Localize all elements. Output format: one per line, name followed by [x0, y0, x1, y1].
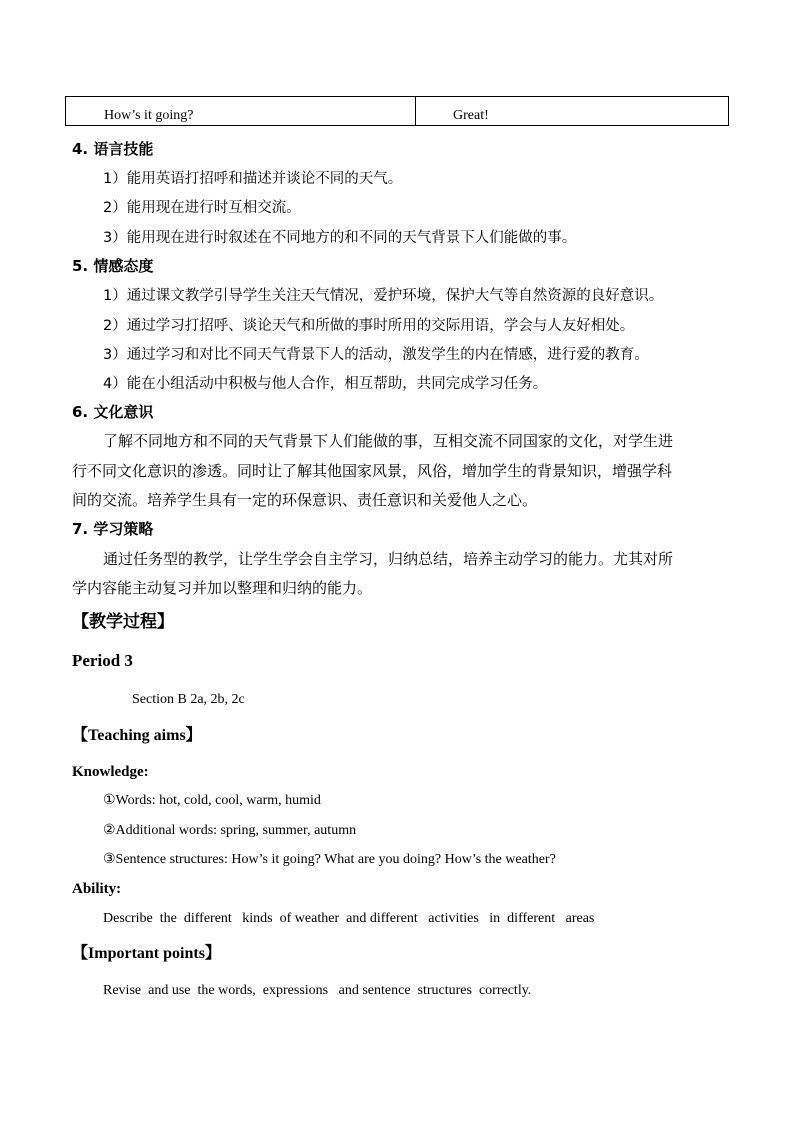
important-points-text: Revise and use the words, expressions and sentence structures correctly.: [103, 983, 532, 998]
culture-line: 行不同文化意识的渗透。同时让了解其他国家风景，风俗，增加学生的背景知识，增强学科: [72, 462, 673, 480]
table-cell-question: How’s it going?: [104, 108, 194, 123]
table-divider: [415, 97, 416, 125]
ability-label: Ability:: [72, 881, 122, 897]
language-skill-item: 1）能用英语打招呼和描述并谈论不同的天气。: [103, 171, 403, 187]
bracket-close: 】: [185, 725, 202, 744]
attitude-heading: 5. 情感态度: [72, 257, 154, 275]
strategy-heading: 7. 学习策略: [72, 520, 154, 538]
attitude-item: 2）通过学习打招呼、谈论天气和所做的事时所用的交际用语，学会与人友好相处。: [103, 318, 635, 334]
culture-line: 了解不同地方和不同的天气背景下人们能做的事，互相交流不同国家的文化，对学生进: [103, 432, 674, 450]
attitude-item: 1）通过课文教学引导学生关注天气情况，爱护环境，保护大气等自然资源的良好意识。: [103, 288, 664, 304]
culture-heading: 6. 文化意识: [72, 403, 154, 421]
attitude-item: 4）能在小组活动中积极与他人合作，相互帮助，共同完成学习任务。: [103, 376, 548, 392]
knowledge-item: ①Words: hot, cold, cool, warm, humid: [103, 793, 321, 808]
bracket-open: 【: [72, 943, 89, 962]
ability-text: Describe the different kinds of weather and different activities in different areas: [103, 911, 595, 926]
language-skill-item: 2）能用现在进行时互相交流。: [103, 200, 301, 216]
strategy-line: 通过任务型的教学，让学生学会自主学习，归纳总结，培养主动学习的能力。尤其对所: [103, 550, 674, 568]
culture-line: 间的交流。培养学生具有一定的环保意识、责任意识和关爱他人之心。: [72, 491, 538, 509]
language-skill-item: 3）能用现在进行时叙述在不同地方的和不同的天气背景下人们能做的事。: [103, 230, 577, 246]
section-label: Section B 2a, 2b, 2c: [132, 692, 245, 707]
knowledge-item: ③Sentence structures: How’s it going? What are you doing? How’s the weather?: [103, 852, 556, 867]
period-title: Period 3: [72, 651, 133, 670]
teaching-aims-heading: [72, 722, 202, 745]
strategy-line: 学内容能主动复习并加以整理和归纳的能力。: [72, 579, 373, 597]
bracket-open: 【: [72, 725, 89, 744]
bracket-close: 】: [204, 943, 221, 962]
attitude-item: 3）通过学习和对比不同天气背景下人的活动，激发学生的内在情感，进行爱的教育。: [103, 347, 649, 363]
knowledge-label: Knowledge:: [72, 764, 149, 780]
greeting-table: [65, 96, 729, 126]
important-points-title: Important points: [88, 945, 205, 962]
language-skills-heading: 4. 语言技能: [72, 140, 154, 158]
teaching-process-heading: 【教学过程】: [72, 612, 174, 632]
knowledge-item: ②Additional words: spring, summer, autumn: [103, 823, 357, 838]
teaching-aims-title: Teaching aims: [88, 727, 186, 744]
table-cell-answer: Great!: [453, 108, 489, 123]
important-points-heading: [72, 940, 221, 963]
